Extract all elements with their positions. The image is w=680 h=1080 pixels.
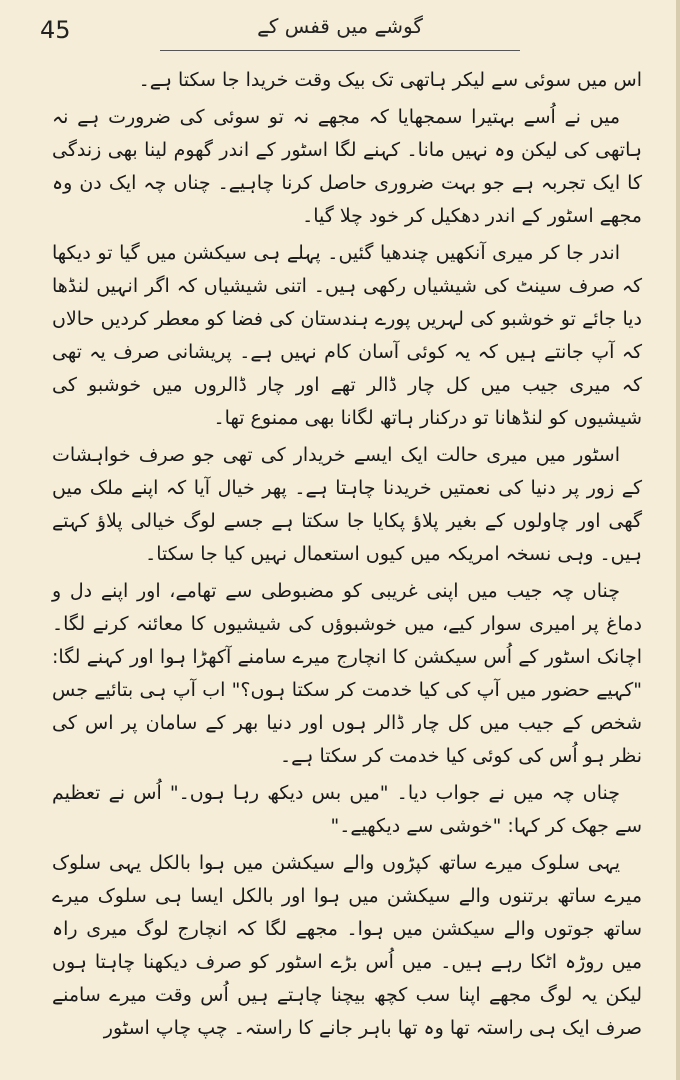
page-header	[40, 14, 640, 54]
paragraph-2: میں نے اُسے بہتیرا سمجھایا کہ مجھے نہ تو سوئی کی ضرورت ہے نہ ہاتھی کی لیکن وہ نہیں مانا۔ کہنے لگا اسٹور کے اندر گھوم لینا بھی زندگی کا ایک تجربہ ہے جو بہت ضروری حاصل کرنا چاہیے۔ چناں چہ ایک دن وہ مجھے اسٹور کے اندر دھکیل کر خود چلا گیا۔	[52, 106, 642, 227]
paragraph-7: یہی سلوک میرے ساتھ کپڑوں والے سیکشن میں ہوا بالکل یہی سلوک میرے ساتھ برتنوں والے سیکشن میں ہوا اور بالکل ایسا ہی سلوک میرے ساتھ جوتوں والے سیکشن میں ہوا۔ مجھے لگا کہ انچارج لوگ میری راہ میں روڑہ اٹکا رہے ہیں۔ میں اُس بڑے اسٹور کو صرف دیکھنا چاہتا ہوں لیکن یہ لوگ مجھے اپنا سب کچھ بیچنا چاہتے ہیں اُس وقت میرے سامنے صرف ایک ہی راستہ تھا وہ تھا باہر جانے کا راستہ۔ چپ چاپ اسٹور	[52, 852, 642, 1039]
paragraph-4: اسٹور میں میری حالت ایک ایسے خریدار کی تھی جو صرف خواہشات کے زور پر دنیا کی نعمتیں خریدنا چاہتا ہے۔ پھر خیال آیا کہ اپنے ملک میں گھی اور چاولوں کے بغیر پلاؤ پکایا جا سکتا ہے جسے لوگ خیالی پلاؤ کہتے ہیں۔ وہی نسخہ امریکہ میں کیوں استعمال نہیں کیا جا سکتا۔	[52, 444, 642, 565]
paragraph-3: اندر جا کر میری آنکھیں چندھیا گئیں۔ پہلے ہی سیکشن میں گیا تو دیکھا کہ صرف سینٹ کی شیشیاں رکھی ہیں۔ اتنی شیشیاں کہ اگر انہیں لنڈھا دیا جائے تو خوشبو کی لہریں پورے ہندستان کی فضا کو معطر کردیں حالاں کہ آپ جانتے ہیں کہ یہ کوئی آسان کام نہیں ہے۔ پریشانی صرف یہ تھی کہ میری جیب میں کل چار ڈالر تھے اور چار ڈالروں میں خوشبو کی شیشیوں کو لنڈھانا تو درکنار ہاتھ لگانا بھی ممنوع تھا۔	[52, 242, 643, 429]
paragraph-6: چناں چہ میں نے جواب دیا۔ "میں بس دیکھ رہا ہوں۔" اُس نے تعظیم سے جھک کر کہا: "خوشی سے دیکھیے۔"	[52, 782, 642, 837]
paragraph-5: چناں چہ جیب میں اپنی غریبی کو مضبوطی سے تھامے، اور اپنے دل و دماغ پر امیری سوار کیے، میں خوشبوؤں کی شیشیوں کا معائنہ کرنے لگا۔ اچانک اسٹور کے اُس سیکشن کا انچارج میرے سامنے آکھڑا ہوا اور کہنے لگا: "کہیے حضور میں آپ کی کیا خدمت کر سکتا ہوں؟" اب آپ ہی بتائیے جس شخص کے جیب میں کل چار ڈالر ہوں اور دنیا بھر کے سامان پر اس کی نظر ہو اُس کی کوئی کیا خدمت کر سکتا ہے۔	[52, 580, 642, 767]
paragraph-1: اس میں سوئی سے لیکر ہاتھی تک بیک وقت خریدا جا سکتا ہے۔	[138, 69, 642, 91]
body-text	[52, 64, 642, 1049]
running-title: گوشے میں قفس کے	[257, 14, 423, 38]
page-number: 45	[40, 16, 71, 44]
header-rule	[160, 50, 520, 51]
page-edge	[676, 0, 680, 1080]
